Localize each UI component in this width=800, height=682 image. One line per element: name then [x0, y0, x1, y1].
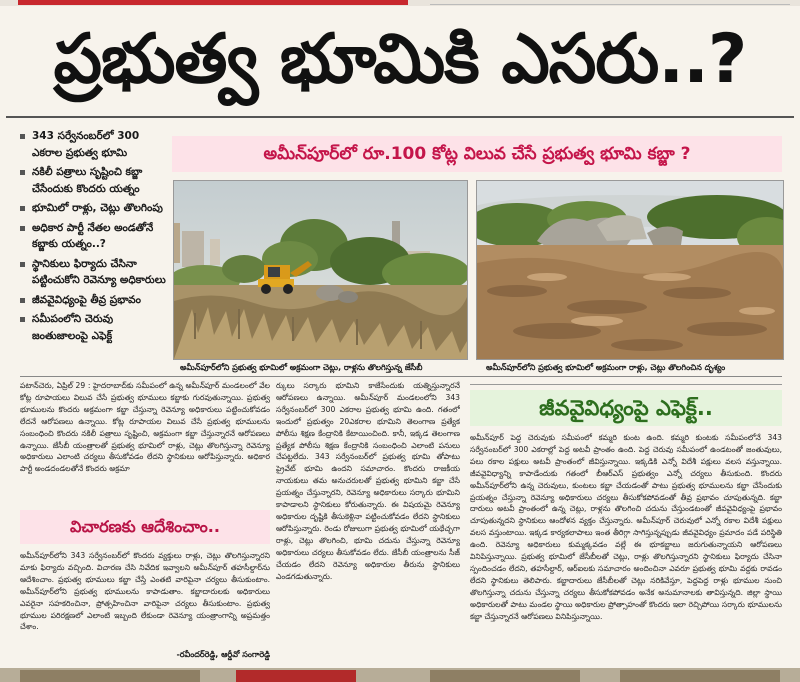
bottom-strip-segment — [236, 670, 356, 682]
bottom-strip-segment — [430, 670, 580, 682]
bottom-strip-segment — [20, 670, 200, 682]
highlight-item: నకిలీ పత్రాలు సృష్టించి కబ్జా చేసేందుకు కొందరు యత్నం — [20, 164, 168, 197]
top-grey-bar — [430, 0, 790, 5]
left-photo-caption: అమీన్‌పూర్‌లోని ప్రభుత్వ భూమిలో అక్రమంగా చెట్లు, రాళ్లను తొలగిస్తున్న జేసీబీ — [180, 363, 423, 372]
subheadline: అమీన్‌పూర్‌లో రూ.100 కోట్ల విలువ చేసే ప్రభుత్వ భూమి కబ్జా ? — [172, 136, 782, 172]
highlight-item: జీవవైవిధ్యంపై తీవ్ర ప్రభావం — [20, 292, 168, 309]
highlight-item: స్థానికులు ఫిర్యాదు చేసినా పట్టించుకోని రెవెన్యూ అధికారులు — [20, 256, 168, 289]
article-column-1: పటాన్‌చెరు, ఏప్రిల్ 29 : హైదరాబాద్‌కు సమీపంలో ఉన్న అమీన్‌పూర్ మండలంలో వేల కోట్ల రూపాయలు విలువ చేసే ప్రభుత్వ భూములు కబ్జాకు గురవుతున్నాయి. ప్రభుత్వ భూములను కొందరు అక్రమంగా కబ్జా చేస్తున్నా రెవెన్యూ అధికారులు పట్టించుకోవడం లేదనే ఆరోపణలు ఉన్నాయి. కోట్ల రూపాయల విలువ చేసే ప్రభుత్వ భూములను సంబంధించి కొందరు నకిలీ పత్రాలు సృష్టించి, అక్రమంగా కబ్జా చేస్తున్నారనే ఆరోపణలు ఉన్నాయి. జేసీబీ యంత్రాలతో ప్రభుత్వ భూమిలో రాళ్లు, చెట్లు తొలగిస్తున్నా రెవెన్యూ అధికారులు ఎలాంటి చర్యలు తీసుకోవడం లేదని స్థానికులు ఆరోపిస్తున్నారు. అధికార పార్టీ అండదండలతోనే కొందరు అక్రమా — [20, 381, 270, 474]
highlights-list — [20, 128, 168, 374]
top-strip — [0, 0, 800, 6]
section-rule — [20, 376, 782, 377]
article-column-2: ర్కులు సర్కారు భూమిని కాజేసేందుకు యత్నిస్తున్నారనే ఆరోపణలు ఉన్నాయి. అమీన్‌పూర్ మండలంలోని 343 సర్వేనంబర్‌లో 300 ఎకరాల ప్రభుత్వ భూమి ఉంది. గతంలో ఇందులో ప్రభుత్వం 20ఎకరాల భూమిని తెలంగాణ ప్రత్యేక పోలీసు శిక్షణ కేంద్రానికి కేటాయించింది. కానీ, ఇక్కడ తెలంగాణ ప్రత్యేక పోలీసు శిక్షణ కేంద్రానికి సంబంధించి ఎలాంటి పనులు చేపట్టలేదు. 343 సర్వేనంబర్‌లో ప్రభుత్వ భూమి తోపాటు ప్రైవేట్ భూమి ఉందని సమాచారం. కొందరు రాజకీయ నాయకులు తమ అనుచరులతో ప్రభుత్వ భూమిని కబ్జా చేసే ప్రయత్నం చేస్తున్నారని, రెవెన్యూ అధికారులు సర్కారు భూమిని కాపాడాలని స్థానికులు కోరుతున్నారు. ఈ విషయమై రెవెన్యూ అధికారుల దృష్టికి తీసుకెళ్లినా పట్టించుకోవడం లేదని స్థానికులు ఆరోపిస్తున్నారు. రెండు రోజులుగా ప్రభుత్వ భూమిలో యథేచ్ఛగా రాళ్లు, చెట్లు తొలగించి, భూమి చదును చేస్తున్నా రెవెన్యూ అధికారులు చర్యలు తీసుకోవడం లేదు. జేసీబీ యంత్రాలను సీజ్ చేయడం లేదని రెవెన్యూ అధికారుల తీరును స్థానికులు ఎండగడుతున్నారు. — [276, 381, 460, 581]
headline: ప్రభుత్వ భూమికి ఎసరు..? — [53, 20, 747, 99]
highlight-item: సమీపంలోని చెరువు జంతుజాలంపై ఎఫెక్ట్ — [20, 311, 168, 344]
highlight-item: 343 సర్వేనంబర్‌లో 300 ఎకరాల ప్రభుత్వ భూమి — [20, 128, 168, 161]
cleared-land-photo — [476, 180, 784, 360]
bottom-strip-segment — [620, 670, 780, 682]
effect-heading: జీవవైవిధ్యంపై ఎఫెక్ట్.. — [470, 390, 782, 426]
inquiry-box-heading: విచారణకు ఆదేశించాం.. — [20, 510, 270, 544]
highlight-item: అధికార పార్టీ నేతల అండతోనే కబ్జాకు యత్నం..? — [20, 220, 168, 253]
article-column-3: అమీన్‌పూర్ పెద్ద చెరువుకు సమీపంలో కమ్మరి కుంట ఉంది. కమ్మరి కుంటకు సమీపంలోనే 343 సర్వేనంబర్‌లో 300 ఎకరాల్లో పెద్ద అటవీ ప్రాంతం ఉంది. పెద్ద చెరువు సమీపంలో ఉండటంతో జంతువులు, పలు రకాల పక్షులు అటవీ ప్రాంతంలో జీవిస్తున్నాయి. ఇక్కడికి ఎన్నో విదేశీ పక్షులు వలస వస్తున్నాయి. జీవవైవిధ్యాన్ని కాపాడేందుకు గతంలో బీఆర్‌ఎస్ ప్రభుత్వం ఎన్నో చర్యలు తీసుకుంది. కొందరు అమీన్‌పూర్‌లోని ఉన్న చెరువులు, కుంటలు కబ్జా చేయడంతో పాటు ప్రభుత్వ భూములను కబ్జా చేసేందుకు ప్రయత్నం చేస్తున్నా రెవెన్యూ అధికారులు చర్యలు తీసుకోకపోవడంతో తీవ్ర ప్రభావం చూపుతున్నది. కబ్జా దారులు అటవీ ప్రాంతంలో ఉన్న చెట్లు, రాళ్లను తొలగించి చదును చేస్తుండటంతో జీవవైవిధ్యంపై ప్రభావం చూపుతున్నదని స్థానికులు ఆందోళన వ్యక్తం చేస్తున్నారు. అమీన్‌పూర్ చెరువులో ఎన్నో రకాల విదేశీ పక్షులు వలస వస్తుంటాయి. ఇక్కడ కార్యకలాపాలు ఇంత తీరిగ్గా సాగిస్తున్నప్పుడు జీవవైవిధ్యం ప్రమాదం పడే పరిస్థితి ఉంది. రెవెన్యూ అధికారులు కుమ్మక్కవడం వల్లే ఈ భూకబ్జాలు జరుగుతున్నాయని ఆరోపణలు వినిపిస్తున్నాయి. ప్రభుత్వ భూమిలో జేసీబీలతో చెట్లు, రాళ్లు తొలగిస్తున్నారని స్థానికులు ఫిర్యాదు చేసినా స్పందించడం లేదని, తహసీల్దార్, ఆర్‌ఐలకు సమాచారం అందించినా ఎవరూ ప్రభుత్వ భూమి వద్దకు రావడం లేదని స్థానికులు తెలిపారు. కబ్జాదారులు జేసీబీలతో చెట్లు నరికివేస్తూ, పెద్దపెద్ద రాళ్లు భూముల నుంచి తొలగిస్తున్నా చదును చేస్తున్నా చర్యలు తీసుకోకపోవడం అనేక అనుమానాలకు తావిస్తున్నది. జిల్లా స్థాయి అధికారులతో పాటు మండల స్థాయి అధికారుల ప్రోత్సాహంతో కొందరు ఇలా రెచ్చిపోయి సర్కారు భూములను కబ్జా చేస్తున్నారనే ఆరోపణలు వినిపిస్తున్నాయి. — [470, 433, 782, 621]
headline-rule — [6, 116, 794, 118]
bottom-photo-strip — [0, 668, 800, 682]
inquiry-box-text: అమీన్‌పూర్‌లోని 343 సర్వేనంబర్‌లో కొందరు వ్యక్తులు రాళ్లు, చెట్లు తొలగిస్తున్నారని మాకు ఫిర్యాదు వచ్చింది. విచారణ చేసి నివేదిక ఇవ్వాలని అమీన్‌పూర్ తహసీల్దార్‌ను ఆదేశించాం. ప్రభుత్వ భూములు కబ్జా చేస్తే ఎంతటి వారిపైనా చర్యలు తీసుకుంటాం. అమీన్‌పూర్‌లోని ప్రభుత్వ భూములను కాపాడుతాం. కబ్జాదారులకు అధికారులు ఎవరైనా సహకరించినా, ప్రోత్సహించినా వారిపైనా చర్యలు తీసుకుంటాం. ప్రభుత్వ భూముల పరిరక్షణలో ఎలాంటి ఇబ్బంది లేకుండా రెవెన్యూ యంత్రాంగాన్ని అప్రమత్తం చేశాం. — [20, 551, 270, 632]
jcb-photo-image — [174, 181, 467, 359]
highlight-item: భూమిలో రాళ్లు, చెట్లు తొలగింపు — [20, 200, 168, 217]
inquiry-box-byline: -రవీందర్‌రెడ్డి, ఆర్డీవో సంగారెడ్డి — [176, 650, 270, 659]
top-red-bar — [18, 0, 408, 5]
effect-divider — [470, 384, 782, 385]
right-photo-caption: అమీన్‌పూర్‌లోని ప్రభుత్వ భూమిలో అక్రమంగా రాళ్లు, చెట్లు తొలగించిన దృశ్యం — [486, 363, 726, 372]
cleared-land-photo-image — [477, 181, 783, 359]
jcb-photo — [173, 180, 468, 360]
